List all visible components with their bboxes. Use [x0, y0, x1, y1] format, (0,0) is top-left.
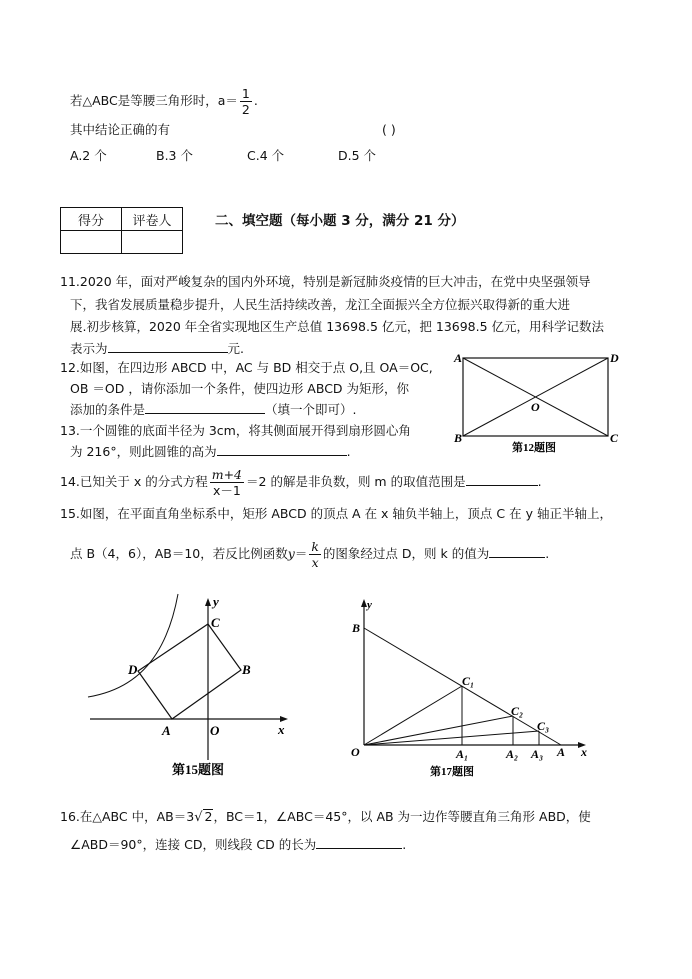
q10-fraction: $\frac{1}{2}$: [241, 86, 250, 117]
q15-figure-caption: 第15题图: [172, 762, 225, 777]
q15-hyperbola: [88, 594, 178, 697]
score-cell[interactable]: [61, 231, 122, 254]
q15-y-arrow: [205, 598, 211, 606]
section2-title: 二、填空题（每小题 3 分，满分 21 分）: [215, 213, 465, 229]
q17-label-x: x: [581, 745, 587, 759]
q17-label-y: y: [367, 599, 372, 611]
q11-line4: 表示为 元.: [70, 341, 244, 356]
q12-figure: [450, 350, 625, 460]
q12-line3: 添加的条件是 （填一个即可）.: [70, 402, 357, 417]
q17-label-a3: A₃: [531, 747, 544, 761]
q15-line1: 15.如图，在平面直角坐标系中，矩形 ABCD 的顶点 A 在 x 轴负半轴上，顶点 C 在 y 轴正半轴上，: [60, 506, 612, 521]
q10-prompt: 其中结论正确的有: [70, 122, 171, 137]
q10-option-b: B.3 个: [156, 148, 193, 163]
q16-line1: 16.在△ABC 中，AB＝3√ 2，BC＝1，∠ABC＝45°，以 AB 为一边作等腰直角三角形 ABD，使: [60, 809, 591, 825]
q14-answer-blank[interactable]: [466, 473, 538, 486]
q11-line1: 11.2020 年，面对严峻复杂的国内外环境，特别是新冠肺炎疫情的巨大冲击，在党中央坚强领导: [60, 274, 591, 289]
q17-label-a1: A₁: [456, 747, 469, 761]
q11-answer-blank[interactable]: [108, 340, 228, 353]
q15-label-b: B: [242, 662, 251, 677]
q17-label-c3: C₃: [537, 719, 550, 733]
q17-label-b: B: [352, 621, 361, 635]
q15-label-a: A: [162, 723, 171, 738]
q17-label-o: O: [351, 745, 360, 759]
q12-label-c: C: [610, 431, 619, 445]
q12-line2: OB ＝OD ，请你添加一个条件，使四边形 ABCD 为矩形，你: [70, 381, 410, 396]
q17-label-a: A: [557, 745, 566, 759]
q10-option-c: C.4 个: [247, 148, 285, 163]
q15-label-x: x: [278, 722, 285, 737]
q10-line-a: 若△ABC是等腰三角形时，a＝ $\frac{1}{2}$ .: [70, 86, 258, 117]
q15-fraction: $\frac{k}{x}$: [311, 539, 319, 570]
q17-figure-caption: 第17题图: [430, 766, 474, 778]
q14-line: 14.已知关于 x 的分式方程 $\frac{m+4}{x-1}$ ＝2 的解是非负数，则 m 的取值范围是 .: [60, 467, 542, 498]
q17-label-c2: C₂: [511, 704, 524, 718]
q15-label-o: O: [210, 723, 220, 738]
score-table: [60, 207, 183, 254]
q10-option-d: D.5 个: [338, 148, 377, 163]
q15-line2: 点 B（4，6），AB＝10，若反比例函数y＝ $\frac{k}{x}$ 的图象经过点 D，则 k 的值为 .: [70, 539, 550, 570]
q12-label-a: A: [454, 351, 463, 365]
grader-cell[interactable]: [122, 231, 183, 254]
q12-figure-caption: 第12题图: [512, 442, 556, 454]
q17-figure: [338, 595, 600, 780]
q16-line2: ∠ABD＝90°，连接 CD，则线段 CD 的长为 .: [70, 837, 407, 852]
q15-rectangle-abcd: [138, 624, 241, 719]
q12-label-o: O: [531, 400, 540, 414]
q17-label-a2: A₂: [506, 747, 519, 761]
q15-answer-blank[interactable]: [489, 545, 545, 558]
q12-line1: 12.如图，在四边形 ABCD 中，AC 与 BD 相交于点 O,且 OA＝OC,: [60, 360, 433, 375]
grader-header: 评卷人: [122, 208, 183, 231]
q12-label-b: B: [454, 431, 463, 445]
q15-label-d: D: [128, 662, 138, 677]
q15-figure: [80, 590, 300, 785]
q11-line2: 下，我省发展质量稳步提升，人民生活持续改善，龙江全面振兴全方位振兴取得新的重大进: [70, 297, 571, 312]
q17-segment-oc2: [364, 716, 513, 745]
q15-label-c: C: [211, 615, 220, 630]
q11-line3: 展.初步核算，2020 年全省实现地区生产总值 13698.5 亿元，把 13698.5 亿元，用科学记数法: [70, 319, 605, 334]
q13-answer-blank[interactable]: [217, 443, 347, 456]
q14-fraction: $\frac{m+4}{x-1}$: [211, 467, 243, 498]
q10-answer-paren: ( ): [382, 122, 396, 137]
q10-option-a: A.2 个: [70, 148, 107, 163]
q17-segment-oc1: [364, 686, 462, 745]
q16-answer-blank[interactable]: [316, 836, 402, 849]
q13-line2: 为 216°，则此圆锥的高为 .: [70, 444, 351, 459]
q12-label-d: D: [610, 351, 619, 365]
q13-line1: 13.一个圆锥的底面半径为 3cm，将其侧面展开得到扇形圆心角: [60, 423, 411, 438]
sqrt-sign: √: [194, 810, 203, 825]
q12-answer-blank[interactable]: [145, 401, 265, 414]
q17-label-c1: C₁: [462, 674, 475, 688]
q15-label-y: y: [213, 594, 219, 609]
score-header: 得分: [61, 208, 122, 231]
